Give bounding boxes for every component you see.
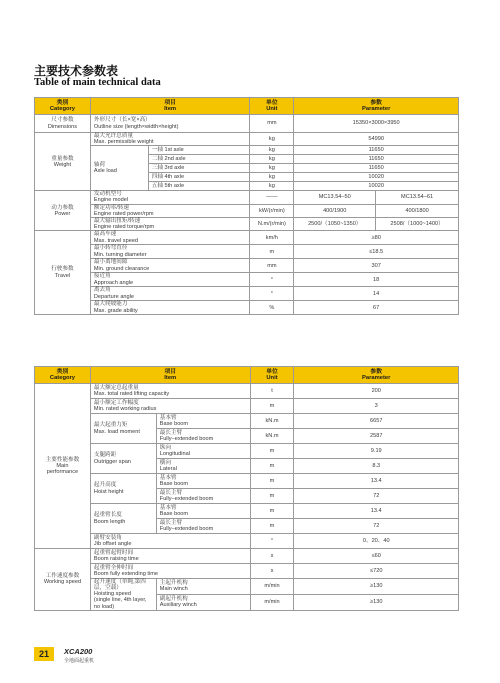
item-cell: 离去角 Departure angle	[90, 287, 249, 301]
value-cell: MC13.54–61	[376, 191, 459, 204]
subitem-cell: 五轴 5th axle	[148, 182, 250, 191]
subitem-cell: 主起升机构 Main winch	[156, 579, 250, 595]
table-row	[35, 474, 459, 489]
table-row	[35, 217, 459, 230]
value-cell: 13.4	[294, 504, 459, 519]
unit-cell: m	[250, 504, 294, 519]
value-cell: 72	[294, 519, 459, 534]
item-cell: 接近角 Approach angle	[90, 273, 249, 287]
value-cell: 15350×3000×3950	[294, 115, 459, 133]
unit-cell: N.m/(r/min)	[250, 217, 294, 230]
value-cell: 200	[294, 384, 459, 399]
unit-cell: %	[250, 301, 294, 315]
unit-cell: °	[250, 534, 294, 549]
value-cell: 307	[294, 259, 459, 273]
item-cell: 起升高度 Hoist height	[90, 474, 156, 504]
table-row	[35, 259, 459, 273]
item-cell: 最大爬坡能力 Max. grade ability	[90, 301, 249, 315]
item-cell: 最大允许总质量 Max. permissible weight	[90, 133, 249, 146]
unit-cell: kg	[250, 133, 294, 146]
item-cell: 起升速度（单绳,第四层，空载） Hoisting speed (single line, 4th layer, no load)	[90, 579, 156, 611]
unit-cell: m	[250, 245, 294, 259]
item-cell: 最小额定工作幅度 Min. rated working radius	[90, 399, 250, 414]
category-cell: 工作速度参数 Working speed	[35, 549, 91, 611]
item-cell: 副臂安装角 Jib offset angle	[90, 534, 250, 549]
model-subtitle: 全地面起重机	[64, 658, 95, 664]
table-row	[35, 399, 459, 414]
unit-cell: mm	[250, 259, 294, 273]
value-cell: 2508/（1000~1400）	[376, 217, 459, 230]
subitem-cell: 四轴 4th axle	[148, 173, 250, 182]
subitem-cell: 三轴 3rd axle	[148, 164, 250, 173]
table-header-row	[35, 98, 459, 115]
table-row	[35, 579, 459, 595]
item-cell: 最小离地间隙 Min. ground clearance	[90, 259, 249, 273]
value-cell: 10020	[294, 173, 459, 182]
table-row	[35, 133, 459, 146]
page-title-en: Table of main technical data	[34, 77, 161, 88]
value-cell: ≤720	[294, 564, 459, 579]
item-cell: 外形尺寸（长×宽×高） Outline size (length×width×height)	[90, 115, 249, 133]
header-item: 项目 Item	[90, 98, 249, 115]
table-row	[35, 146, 459, 155]
subitem-cell: 最长主臂 Fully–extended boom	[156, 489, 250, 504]
table-row	[35, 301, 459, 315]
value-cell: 10020	[294, 182, 459, 191]
subitem-cell: 最长主臂 Fully–extended boom	[156, 429, 250, 444]
table-row	[35, 115, 459, 133]
item-cell: 发动机型号 Engine model	[90, 191, 249, 204]
unit-cell: m	[250, 444, 294, 459]
category-cell: 行驶参数 Travel	[35, 231, 91, 315]
unit-cell: km/h	[250, 231, 294, 245]
page-number: 21	[34, 647, 54, 661]
item-cell: 支腿跨距 Outrigger span	[90, 444, 156, 474]
unit-cell: kN.m	[250, 429, 294, 444]
value-cell: 2587	[294, 429, 459, 444]
subitem-cell: 最长主臂 Fully–extended boom	[156, 519, 250, 534]
item-cell: 额定功率/转速 Engine rated power/rpm	[90, 204, 249, 217]
spec-table-1	[34, 97, 459, 315]
header-unit: 单位 Unit	[250, 98, 294, 115]
item-cell: 起重臂长度 Boom length	[90, 504, 156, 534]
value-cell: ≥130	[294, 594, 459, 610]
value-cell: 11650	[294, 155, 459, 164]
category-cell: 动力参数 Power	[35, 191, 91, 231]
subitem-cell: 一轴 1st axle	[148, 146, 250, 155]
category-cell: 主要性能参数 Main performance	[35, 384, 91, 549]
table-row	[35, 384, 459, 399]
category-cell: 重量参数 Weight	[35, 133, 91, 191]
table-header-row	[35, 367, 459, 384]
item-cell: 最大输出扭矩/转速 Engine rated torque/rpm	[90, 217, 249, 230]
unit-cell: m	[250, 519, 294, 534]
unit-cell: m	[250, 474, 294, 489]
table-row	[35, 504, 459, 519]
header-parameter: 参数 Parameter	[294, 98, 459, 115]
unit-cell: s	[250, 564, 294, 579]
item-cell: 最大起重力矩 Max. load moment	[90, 414, 156, 444]
value-cell: 13.4	[294, 474, 459, 489]
subitem-cell: 副起升机构 Auxiliary winch	[156, 594, 250, 610]
header-item: 项目 Item	[90, 367, 250, 384]
subitem-cell: 基本臂 Base boom	[156, 504, 250, 519]
value-cell: 2500/（1050~1350）	[294, 217, 376, 230]
value-cell: ≥80	[294, 231, 459, 245]
table-row	[35, 534, 459, 549]
value-cell: 11650	[294, 164, 459, 173]
value-cell: 54990	[294, 133, 459, 146]
value-cell: ≤18.5	[294, 245, 459, 259]
unit-cell: mm	[250, 115, 294, 133]
table-row	[35, 549, 459, 564]
unit-cell: kg	[250, 173, 294, 182]
header-unit: 单位 Unit	[250, 367, 294, 384]
unit-cell: t	[250, 384, 294, 399]
model-name: XCA200	[64, 647, 93, 656]
subitem-cell: 横向 Lateral	[156, 459, 250, 474]
unit-cell: ——	[250, 191, 294, 204]
unit-cell: kg	[250, 182, 294, 191]
value-cell: 0、20、40	[294, 534, 459, 549]
value-cell: 9.19	[294, 444, 459, 459]
value-cell: MC13.54–50	[294, 191, 376, 204]
table-row	[35, 564, 459, 579]
header-parameter: 参数 Parameter	[294, 367, 459, 384]
value-cell: ≤60	[294, 549, 459, 564]
table-row	[35, 444, 459, 459]
header-category: 类别 Category	[35, 367, 91, 384]
unit-cell: kg	[250, 155, 294, 164]
unit-cell: °	[250, 287, 294, 301]
value-cell: 400/1800	[376, 204, 459, 217]
value-cell: 67	[294, 301, 459, 315]
table-row	[35, 191, 459, 204]
value-cell: 6657	[294, 414, 459, 429]
value-cell: 400/1900	[294, 204, 376, 217]
unit-cell: kW/(r/min)	[250, 204, 294, 217]
table-row	[35, 273, 459, 287]
subitem-cell: 基本臂 Base boom	[156, 414, 250, 429]
table-row	[35, 204, 459, 217]
unit-cell: m/min	[250, 579, 294, 595]
spec-table-2	[34, 366, 459, 611]
value-cell: 14	[294, 287, 459, 301]
value-cell: 8.3	[294, 459, 459, 474]
value-cell: 3	[294, 399, 459, 414]
value-cell: 11650	[294, 146, 459, 155]
table-row	[35, 231, 459, 245]
item-cell: 最高车速 Max. travel speed	[90, 231, 249, 245]
value-cell: ≥130	[294, 579, 459, 595]
category-cell: 尺寸参数 Dimensions	[35, 115, 91, 133]
unit-cell: kg	[250, 164, 294, 173]
item-cell: 最小转弯直径 Min. turning diameter	[90, 245, 249, 259]
page-title-cn: 主要技术参数表	[34, 64, 119, 78]
unit-cell: m	[250, 489, 294, 504]
unit-cell: m/min	[250, 594, 294, 610]
item-cell: 轴荷 Axle load	[90, 146, 148, 191]
unit-cell: kN.m	[250, 414, 294, 429]
value-cell: 18	[294, 273, 459, 287]
table-row	[35, 245, 459, 259]
table-row	[35, 287, 459, 301]
table-row	[35, 414, 459, 429]
unit-cell: °	[250, 273, 294, 287]
item-cell: 最大额定总起重量 Max. total rated lifting capacity	[90, 384, 250, 399]
subitem-cell: 二轴 2nd axle	[148, 155, 250, 164]
item-cell: 起重臂起臂时间 Boom raising time	[90, 549, 250, 564]
value-cell: 72	[294, 489, 459, 504]
subitem-cell: 纵向 Longitudinal	[156, 444, 250, 459]
header-category: 类别 Category	[35, 98, 91, 115]
unit-cell: m	[250, 459, 294, 474]
unit-cell: kg	[250, 146, 294, 155]
unit-cell: s	[250, 549, 294, 564]
subitem-cell: 基本臂 Base boom	[156, 474, 250, 489]
unit-cell: m	[250, 399, 294, 414]
item-cell: 起重臂全伸时间 Boom fully extending time	[90, 564, 250, 579]
